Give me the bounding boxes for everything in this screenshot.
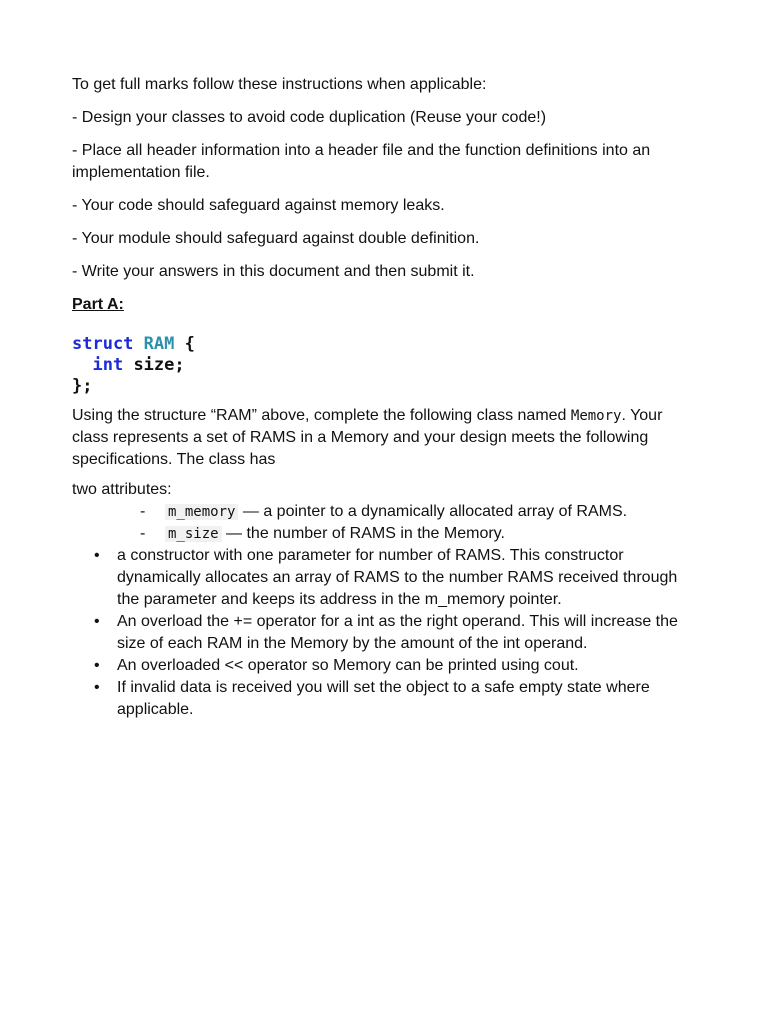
attribute-code: m_memory bbox=[165, 504, 238, 520]
list-item bbox=[72, 523, 702, 545]
instruction-item: - Your module should safeguard against double definition. bbox=[72, 230, 480, 247]
bullet-icon: • bbox=[94, 657, 100, 674]
specifications-list bbox=[72, 545, 702, 721]
list-item bbox=[72, 501, 702, 523]
instruction-item: - Place all header information into a header file and the function definitions into an implementation file. bbox=[72, 142, 651, 181]
part-a-heading-text: Part A bbox=[72, 296, 119, 313]
instruction-item: - Design your classes to avoid code duplication (Reuse your code!) bbox=[72, 109, 547, 126]
instruction-item: - Your code should safeguard against memory leaks. bbox=[72, 197, 445, 214]
list-item bbox=[72, 611, 702, 655]
bullet-text: If invalid data is received you will set the object to a safe empty state where applicable. bbox=[117, 679, 650, 718]
code-member: size; bbox=[123, 355, 185, 375]
attribute-text: — the number of RAMS in the Memory. bbox=[221, 525, 505, 542]
part-a-heading-colon: : bbox=[118, 296, 124, 313]
code-struct-keyword: struct bbox=[72, 334, 134, 354]
attributes-title: two attributes: bbox=[72, 481, 172, 498]
code-open-brace: { bbox=[174, 334, 195, 354]
part-a-heading bbox=[72, 294, 702, 316]
document-page bbox=[72, 74, 702, 721]
bullet-text: An overloaded << operator so Memory can be printed using cout. bbox=[117, 657, 579, 674]
dash-marker: - bbox=[140, 525, 146, 542]
code-close-brace: }; bbox=[72, 376, 93, 396]
class-description bbox=[72, 405, 702, 471]
attribute-text: — a pointer to a dynamically allocated array of RAMS. bbox=[238, 503, 628, 520]
class-name-code: Memory bbox=[570, 408, 622, 424]
description-text-before: Using the structure “RAM” above, complete the following class named bbox=[72, 407, 571, 424]
attributes-list bbox=[72, 501, 702, 545]
code-int-keyword: int bbox=[92, 355, 124, 375]
instruction-item: - Write your answers in this document and then submit it. bbox=[72, 263, 475, 280]
attribute-code: m_size bbox=[165, 526, 222, 542]
list-item bbox=[72, 545, 702, 611]
list-item bbox=[72, 655, 702, 677]
bullet-text: An overload the += operator for a int as the right operand. This will increase the size of each RAM in the Memory by the amount of the int operand. bbox=[117, 613, 678, 652]
struct-code-block bbox=[72, 334, 702, 397]
code-struct-name: RAM bbox=[143, 334, 175, 354]
dash-marker: - bbox=[140, 503, 146, 520]
list-item bbox=[72, 677, 702, 721]
bullet-icon: • bbox=[94, 613, 100, 630]
description-text-after: . Your class represents a set of RAMS in a Memory and your design meets the following specifications. The class has bbox=[72, 407, 663, 468]
code-indent bbox=[72, 355, 92, 375]
bullet-icon: • bbox=[94, 679, 100, 696]
bullet-icon: • bbox=[94, 547, 100, 564]
instructions-intro: To get full marks follow these instructions when applicable: bbox=[72, 76, 487, 93]
bullet-text: a constructor with one parameter for number of RAMS. This constructor dynamically allocates an array of RAMS to the number RAMS received through the parameter and keeps its address in the m_memory pointer. bbox=[117, 547, 678, 608]
